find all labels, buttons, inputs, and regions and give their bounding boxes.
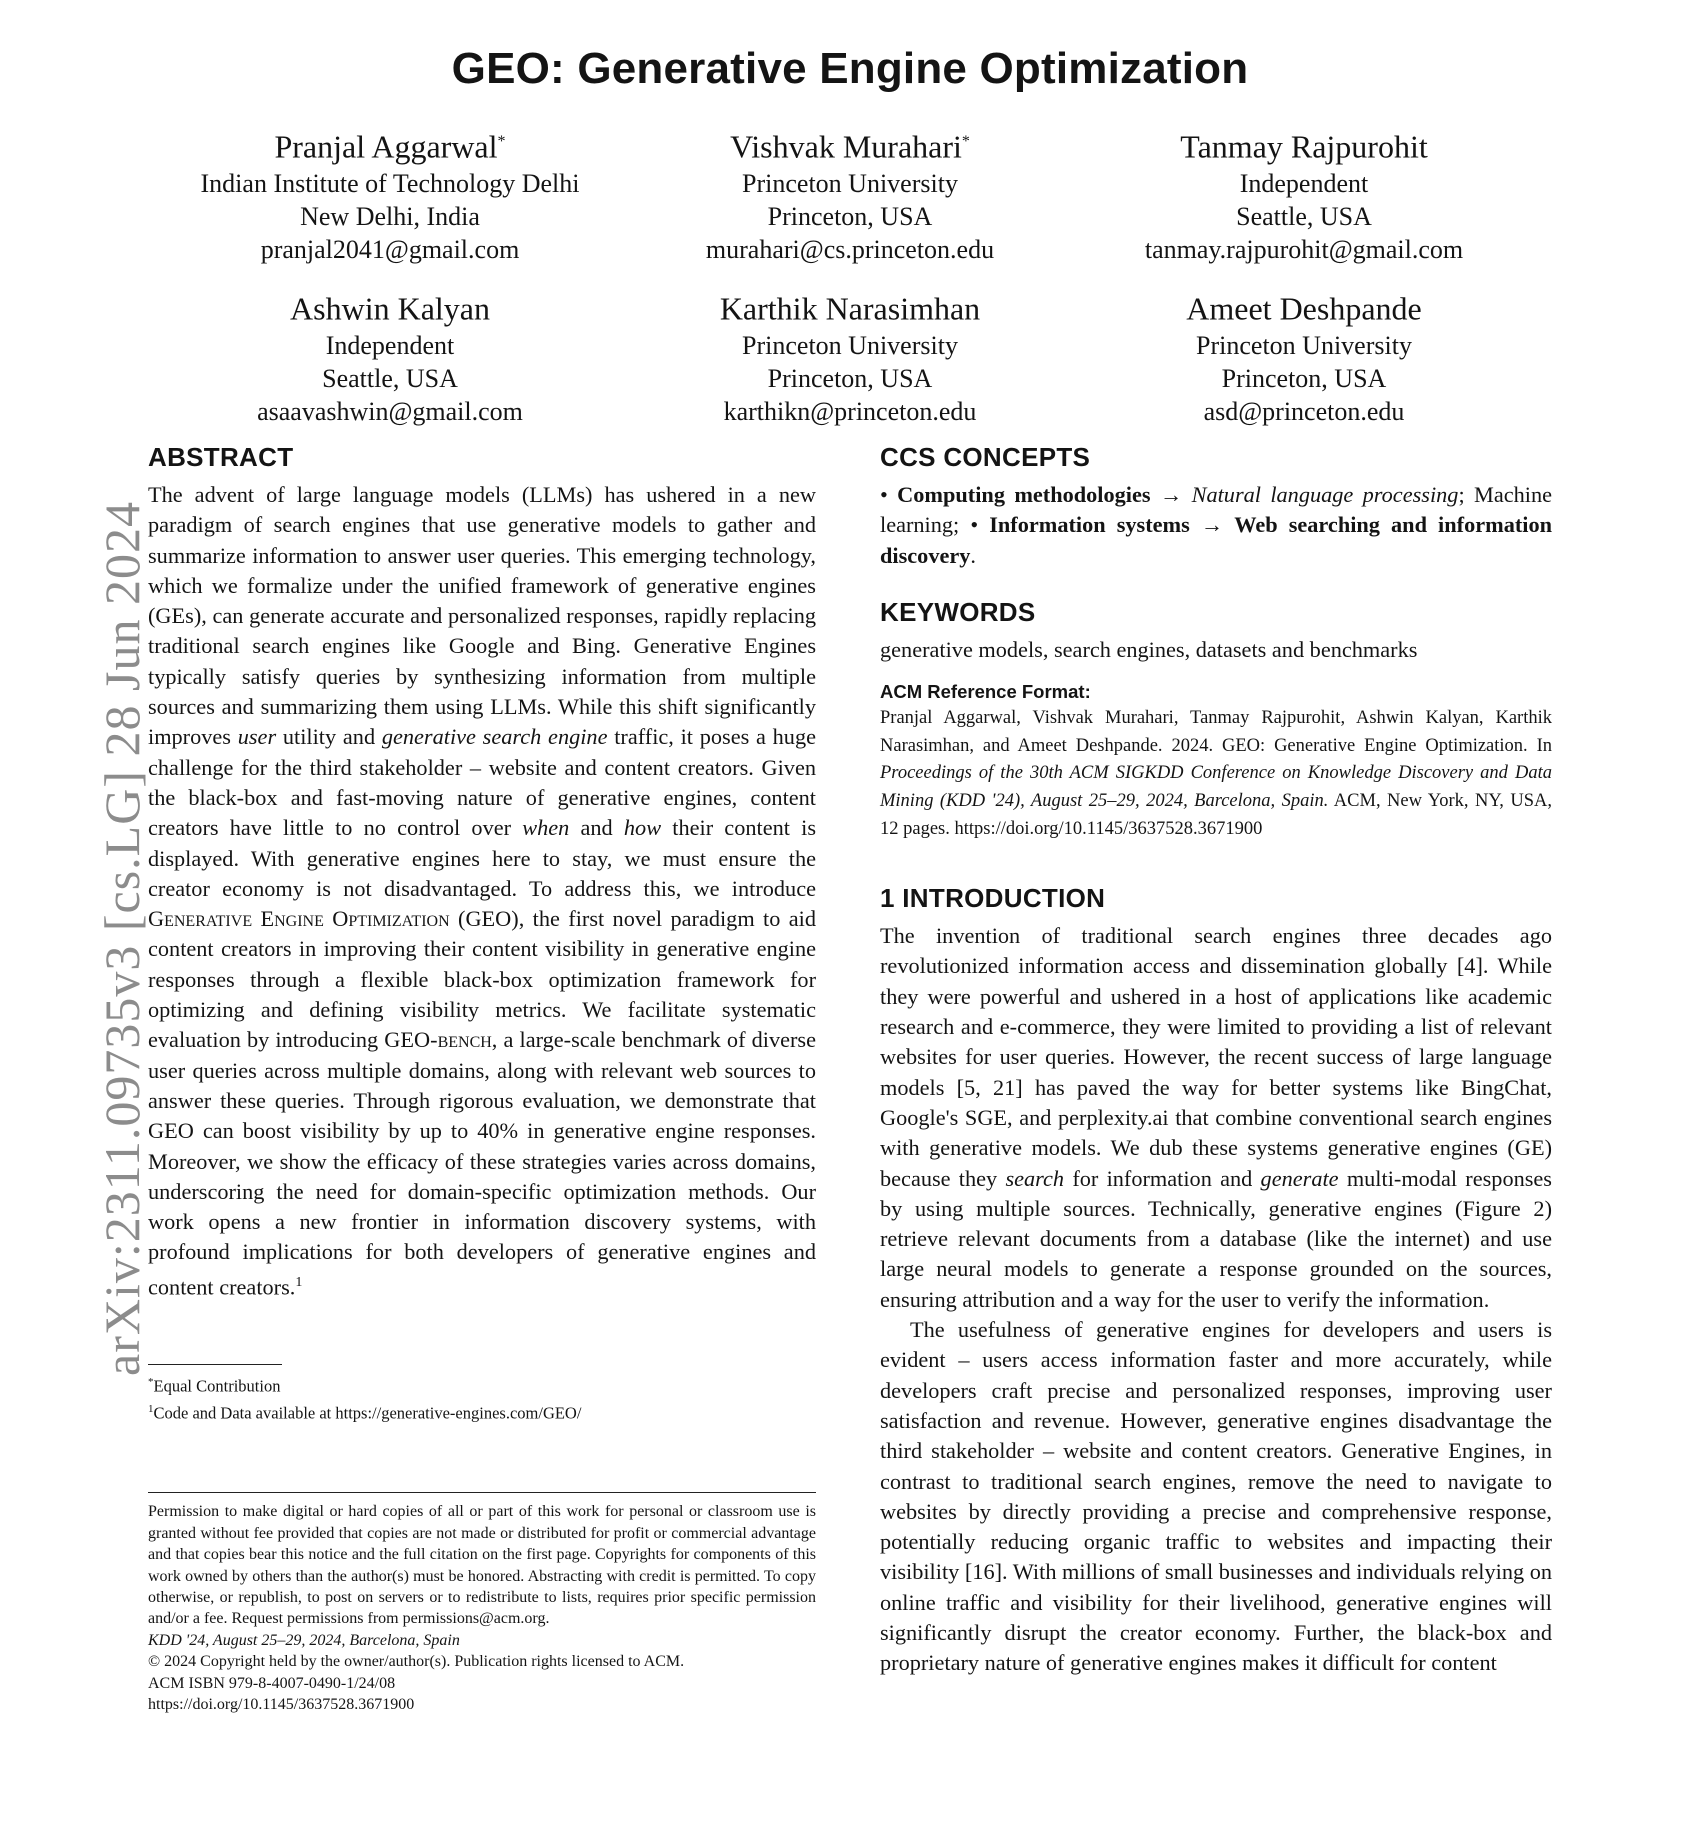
author-affiliation: Indian Institute of Technology Delhi xyxy=(200,168,580,198)
acm-reference-text: Pranjal Aggarwal, Vishvak Murahari, Tanmay Rajpurohit, Ashwin Kalyan, Karthik Narasimhan, and Ameet Deshpande. 2024. GEO: Generative Engine Optimization. In Proceedings of the 30th ACM SIGKDD Conference on Knowledge Discovery and Data Mining (KDD '24), August 25–29, 2024, Barcelona, Spain. ACM, New York, NY, USA, 12 pages. https://doi.org/10.1145/3637528.3671900 xyxy=(880,708,1553,839)
author-affiliation: Independent xyxy=(1239,168,1369,198)
ccs-heading: CCS CONCEPTS xyxy=(880,442,1091,472)
intro-paragraph-1: The invention of traditional search engines three decades ago revolutionized information access and dissemination globally [4]. While they were powerful and ushered in a host of applications like academic research and e-commerce, they were limited to providing a list of relevant websites for user queries. However, the recent success of large language models [5, 21] has paved the way for better systems like BingChat, Google's SGE, and perplexity.ai that combine conventional search engines with generative models. We dub these systems generative engines (GE) because they search for information and generate multi-modal responses by using multiple sources. Technically, generative engines (Figure 2) retrieve relevant documents from a database (like the internet) and use large neural models to generate a response grounded on the sources, ensuring attribution and a way for the user to verify the information. xyxy=(880,923,1552,1312)
author-block xyxy=(1044,284,1564,428)
author-affiliation: Princeton University xyxy=(1196,330,1412,360)
copyright-line: © 2024 Copyright held by the owner/author(s). Publication rights licensed to ACM. xyxy=(148,1653,685,1671)
author-email: karthikn@princeton.edu xyxy=(723,396,977,426)
footnote-code: $^1$Code and Data available at https://generative-engines.com/GEO/ xyxy=(148,1402,582,1423)
doi-line: https://doi.org/10.1145/3637528.3671900 xyxy=(148,1696,415,1714)
author-block xyxy=(590,284,1110,428)
author-name: Ameet Deshpande xyxy=(1186,290,1422,327)
left-column xyxy=(148,440,816,1716)
author-location: New Delhi, India xyxy=(300,201,480,231)
author-affiliation: Independent xyxy=(325,330,455,360)
acm-reference-heading: ACM Reference Format: xyxy=(880,681,1091,703)
keywords-text: generative models, search engines, datasets and benchmarks xyxy=(880,636,1418,662)
author-block xyxy=(1044,122,1564,266)
venue-line: KDD '24, August 25–29, 2024, Barcelona, Spain xyxy=(148,1631,460,1649)
footnote-marker: 1 xyxy=(295,1274,303,1290)
ccs-concepts: • Computing methodologies → Natural language processing; Machine learning; • Information systems → Web searching and information discovery. xyxy=(880,482,1553,568)
author-block xyxy=(130,284,650,428)
footnote-rule xyxy=(148,1364,282,1365)
abstract-text: The advent of large language models (LLMs) has ushered in a new paradigm of search engines that use generative models to gather and summarize information to answer user queries. This emerging technology, which we formalize under the unified framework of generative engines (GEs), can generate accurate and personalized responses, rapidly replacing traditional search engines like Google and Bing. Generative Engines typically satisfy queries by synthesizing information from multiple sources and summarizing them using LLMs. While this shift significantly improves user utility and generative search engine traffic, it poses a huge challenge for the third stakeholder – website and content creators. Given the black-box and fast-moving nature of generative engines, content creators have little to no control over when and how their content is displayed. With generative engines here to stay, we must ensure the creator economy is not disadvantaged. To address this, we introduce Generative Engine Optimization (GEO), the first novel paradigm to aid content creators in improving their content visibility in generative engine responses through a flexible black-box optimization framework for optimizing and defining visibility metrics. We facilitate systematic evaluation by introducing GEO-bench, a large-scale benchmark of diverse user queries across multiple domains, along with relevant web sources to answer these queries. Through rigorous evaluation, we demonstrate that GEO can boost visibility by up to 40% in generative engine responses. Moreover, we show the efficacy of these strategies varies across domains, underscoring the need for domain-specific optimization methods. Our work opens a new frontier in information discovery systems, with profound implications for both developers of generative engines and content creators.$^1$ xyxy=(148,482,817,1300)
author-location: Princeton, USA xyxy=(767,201,933,231)
paper-title: GEO: Generative Engine Optimization xyxy=(451,44,1249,93)
abstract-heading: ABSTRACT xyxy=(148,442,294,472)
author-name: Pranjal Aggarwal* xyxy=(274,128,506,165)
author-email: murahari@cs.princeton.edu xyxy=(705,234,995,264)
author-affiliation: Princeton University xyxy=(742,330,958,360)
keywords-heading: KEYWORDS xyxy=(880,596,1036,627)
author-location: Seattle, USA xyxy=(1236,201,1372,231)
author-email: pranjal2041@gmail.com xyxy=(260,234,520,264)
author-affiliation: Princeton University xyxy=(742,168,958,198)
footnote-equal: *Equal Contribution xyxy=(148,1376,281,1396)
author-name: Ashwin Kalyan xyxy=(290,290,490,327)
author-name: Vishvak Murahari* xyxy=(730,128,970,165)
introduction-heading: 1 INTRODUCTION xyxy=(880,883,1106,914)
author-name: Tanmay Rajpurohit xyxy=(1180,128,1428,165)
intro-paragraph-2: The usefulness of generative engines for developers and users is evident – users access information faster and more accurately, while developers craft precise and personalized responses, improving user satisfaction and revenue. However, generative engines disadvantage the third stakeholder – website and content creators. Generative Engines, in contrast to traditional search engines, remove the need to navigate to websites by directly providing a precise and comprehensive response, potentially reducing organic traffic to websites and impacting their visibility [16]. With millions of small businesses and individuals relying on online traffic and visibility for their livelihood, generative engines will significantly disrupt the creator economy. Further, the black-box and proprietary nature of generative engines makes it difficult for content xyxy=(880,1317,1552,1676)
isbn-line: ACM ISBN 979-8-4007-0490-1/24/08 xyxy=(148,1674,396,1692)
permission-notice: Permission to make digital or hard copies of all or part of this work for personal or classroom use is granted without fee provided that copies are not made or distributed for profit or commercial advantage and that copies bear this notice and the full citation on the first page. Copyrights for components of this work owned by others than the author(s) must be honored. Abstracting with credit is permitted. To copy otherwise, or republish, to post on servers or to redistribute to lists, requires prior specific permission and/or a fee. Request permissions from permissions@acm.org. xyxy=(148,1503,816,1628)
author-location: Princeton, USA xyxy=(767,363,933,393)
author-name: Karthik Narasimhan xyxy=(719,290,981,327)
author-email: tanmay.rajpurohit@gmail.com xyxy=(1144,234,1464,264)
author-location: Princeton, USA xyxy=(1221,363,1387,393)
author-block xyxy=(590,122,1110,266)
author-email: asaavashwin@gmail.com xyxy=(257,396,523,426)
author-block xyxy=(130,122,650,266)
author-email: asd@princeton.edu xyxy=(1203,396,1405,426)
right-column xyxy=(880,440,1552,1679)
permission-rule xyxy=(148,1492,816,1493)
arxiv-stamp: arXiv:2311.09735v3 [cs.LG] 28 Jun 2024 xyxy=(94,501,150,1376)
author-location: Seattle, USA xyxy=(322,363,458,393)
